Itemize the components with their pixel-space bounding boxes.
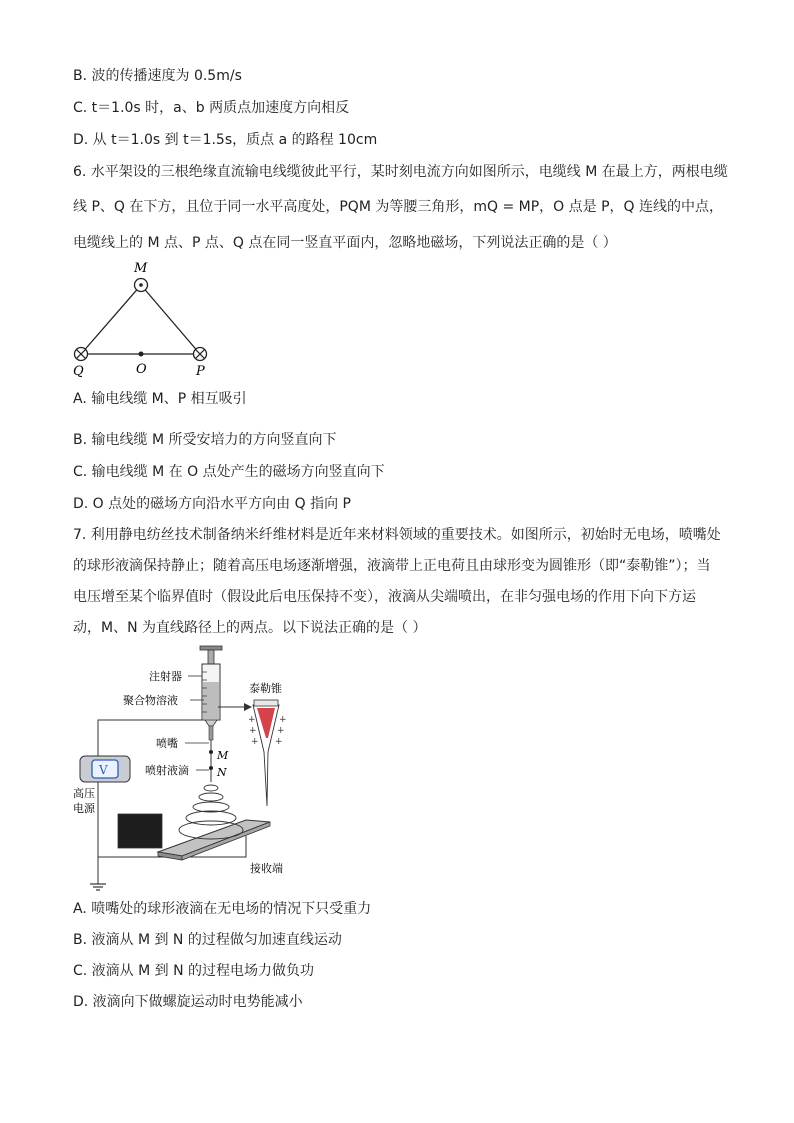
label-p: P (196, 364, 205, 379)
q7-option-b: B. 液滴从 M 到 N 的过程做匀加速直线运动 (73, 932, 342, 948)
q7-stem-line4: 动，M、N 为直线路径上的两点。以下说法正确的是（ ） (73, 620, 427, 636)
label-n: N (217, 766, 227, 779)
label-syringe: 注射器 (149, 670, 182, 683)
label-jet: 喷射液滴 (145, 764, 189, 777)
q6-stem-line3: 电缆线上的 M 点、P 点、Q 点在同一竖直平面内，忽略地磁场，下列说法正确的是（ ） (73, 235, 617, 251)
q7-stem-line1: 7. 利用静电纺丝技术制备纳米纤维材料是近年来材料领域的重要技术。如图所示，初始时无电场，喷嘴处 (73, 527, 721, 543)
label-m: M (134, 261, 148, 276)
q7-electrospinning-diagram (68, 642, 308, 892)
q6-stem-line2: 线 P、Q 在下方，且位于同一水平高度处，PQM 为等腰三角形，mQ = MP，O 点是 P，Q 连线的中点， (73, 199, 723, 215)
point-m-dot (209, 750, 213, 754)
svg-text:+: + (249, 726, 257, 736)
q6-option-c: C. 输电线缆 M 在 O 点处产生的磁场方向竖直向下 (73, 464, 385, 480)
fiber-mat-sample (118, 814, 162, 848)
q6-stem-line1: 6. 水平架设的三根绝缘直流输电线缆彼此平行，某时刻电流方向如图所示，电缆线 M 在最上方，两根电缆 (73, 164, 728, 180)
voltmeter-icon (80, 756, 130, 782)
q7-option-a: A. 喷嘴处的球形液滴在无电场的情况下只受重力 (73, 901, 372, 917)
arrow-right-icon (244, 703, 252, 711)
q5-option-b: B. 波的传播速度为 0.5m/s (73, 68, 242, 84)
label-receiver: 接收端 (250, 862, 283, 875)
svg-text:+: + (275, 737, 283, 747)
taylor-cone-icon (248, 700, 287, 806)
q6-cable-triangle-diagram (66, 258, 226, 380)
label-power-1: 高压 (73, 787, 95, 800)
svg-text:+: + (279, 715, 287, 725)
cable-p-into-page-icon (194, 348, 207, 361)
q6-option-b: B. 输电线缆 M 所受安培力的方向竖直向下 (73, 432, 337, 448)
q7-option-d: D. 液滴向下做螺旋运动时电势能减小 (73, 994, 303, 1010)
q5-option-d: D. 从 t＝1.0s 到 t＝1.5s，质点 a 的路程 10cm (73, 132, 378, 148)
midpoint-o-dot (139, 352, 144, 357)
cable-q-into-page-icon (75, 348, 88, 361)
q7-stem-line3: 电压增至某个临界值时（假设此后电压保持不变），液滴从尖端喷出，在非匀强电场的作用下向下方运 (73, 589, 696, 605)
point-n-dot (209, 766, 213, 770)
svg-text:+: + (248, 715, 256, 725)
cable-m-out-of-page-icon (135, 279, 148, 292)
label-polymer-solution: 聚合物溶液 (123, 694, 178, 707)
q7-option-c: C. 液滴从 M 到 N 的过程电场力做负功 (73, 963, 315, 979)
label-taylor-cone: 泰勒锥 (249, 682, 282, 695)
ground-icon (90, 884, 106, 890)
label-o: O (136, 362, 147, 377)
label-nozzle: 喷嘴 (156, 737, 178, 750)
label-power-2: 电源 (73, 802, 95, 815)
q7-stem-line2: 的球形液滴保持静止；随着高压电场逐渐增强，液滴带上正电荷且由球形变为圆锥形（即“泰勒锥”）；当 (73, 558, 711, 574)
svg-text:+: + (277, 726, 285, 736)
syringe-icon (200, 646, 222, 740)
q6-option-a: A. 输电线缆 M、P 相互吸引 (73, 391, 247, 407)
q6-option-d: D. O 点处的磁场方向沿水平方向由 Q 指向 P (73, 496, 351, 512)
voltmeter-label: V (99, 763, 108, 777)
label-m: M (217, 749, 229, 762)
q5-option-c: C. t＝1.0s 时，a、b 两质点加速度方向相反 (73, 100, 350, 116)
svg-text:+: + (251, 737, 259, 747)
label-q: Q (73, 364, 84, 379)
